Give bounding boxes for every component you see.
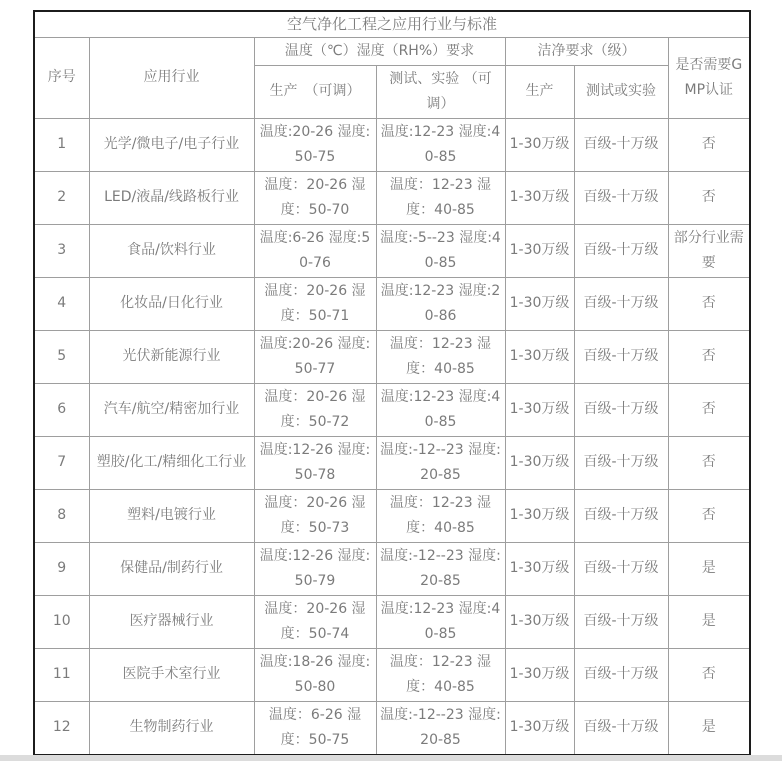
row-number-cell: 8 (34, 489, 89, 542)
production-temp-cell: 温度：20-26 湿度：50-70 (254, 171, 376, 224)
header-clean-production: 生产 (505, 65, 574, 118)
clean-production-cell: 1-30万级 (505, 171, 574, 224)
industry-cell: 医院手术室行业 (89, 648, 254, 701)
production-temp-cell: 温度:12-26 湿度:50-78 (254, 436, 376, 489)
production-temp-cell: 温度:20-26 湿度:50-75 (254, 118, 376, 171)
industry-cell: 医疗器械行业 (89, 595, 254, 648)
header-no: 序号 (34, 37, 89, 118)
clean-test-cell: 百级-十万级 (574, 383, 668, 436)
row-number-cell: 10 (34, 595, 89, 648)
header-production-adjustable: 生产 （可调） (254, 65, 376, 118)
clean-production-cell: 1-30万级 (505, 595, 574, 648)
clean-test-cell: 百级-十万级 (574, 648, 668, 701)
production-temp-cell: 温度：6-26 湿度：50-75 (254, 701, 376, 755)
table-row (34, 701, 750, 755)
header-clean-test: 测试或实验 (574, 65, 668, 118)
clean-test-cell: 百级-十万级 (574, 489, 668, 542)
clean-test-cell: 百级-十万级 (574, 118, 668, 171)
gmp-cell: 否 (668, 171, 750, 224)
industry-cell: 光学/微电子/电子行业 (89, 118, 254, 171)
clean-production-cell: 1-30万级 (505, 701, 574, 755)
row-number-cell: 5 (34, 330, 89, 383)
gmp-cell: 否 (668, 436, 750, 489)
table-title-row (34, 11, 750, 37)
table-row (34, 118, 750, 171)
row-number-cell: 7 (34, 436, 89, 489)
industry-cell: 化妆品/日化行业 (89, 277, 254, 330)
gmp-cell: 否 (668, 330, 750, 383)
production-temp-cell: 温度：20-26 湿度：50-74 (254, 595, 376, 648)
row-number-cell: 1 (34, 118, 89, 171)
table-sheet (33, 10, 751, 756)
industry-cell: 塑料/电镀行业 (89, 489, 254, 542)
gmp-cell: 是 (668, 542, 750, 595)
clean-test-cell: 百级-十万级 (574, 542, 668, 595)
test-temp-cell: 温度:-12--23 湿度:20-85 (376, 701, 505, 755)
test-temp-cell: 温度:12-23 湿度:40-85 (376, 118, 505, 171)
test-temp-cell: 温度：12-23 湿度：40-85 (376, 489, 505, 542)
test-temp-cell: 温度:12-23 湿度:20-86 (376, 277, 505, 330)
industry-cell: 食品/饮料行业 (89, 224, 254, 277)
production-temp-cell: 温度:12-26 湿度:50-79 (254, 542, 376, 595)
gmp-cell: 否 (668, 383, 750, 436)
industry-cell: 保健品/制药行业 (89, 542, 254, 595)
table-row (34, 595, 750, 648)
row-number-cell: 4 (34, 277, 89, 330)
clean-production-cell: 1-30万级 (505, 224, 574, 277)
gmp-cell: 否 (668, 277, 750, 330)
table-row (34, 542, 750, 595)
row-number-cell: 2 (34, 171, 89, 224)
header-clean-group: 洁净要求（级） (505, 37, 668, 65)
clean-production-cell: 1-30万级 (505, 118, 574, 171)
clean-production-cell: 1-30万级 (505, 330, 574, 383)
industry-cell: 塑胶/化工/精细化工行业 (89, 436, 254, 489)
gmp-cell: 是 (668, 595, 750, 648)
clean-test-cell: 百级-十万级 (574, 595, 668, 648)
production-temp-cell: 温度：20-26 湿度：50-73 (254, 489, 376, 542)
row-number-cell: 3 (34, 224, 89, 277)
table-row (34, 489, 750, 542)
production-temp-cell: 温度:6-26 湿度:50-76 (254, 224, 376, 277)
test-temp-cell: 温度：12-23 湿度：40-85 (376, 171, 505, 224)
table-row (34, 648, 750, 701)
production-temp-cell: 温度：20-26 湿度：50-72 (254, 383, 376, 436)
test-temp-cell: 温度:12-23 湿度:40-85 (376, 595, 505, 648)
header-test-adjustable: 测试、实验 （可调） (376, 65, 505, 118)
gmp-cell: 是 (668, 701, 750, 755)
industry-cell: 光伏新能源行业 (89, 330, 254, 383)
clean-test-cell: 百级-十万级 (574, 277, 668, 330)
page-bottom-edge (0, 755, 782, 761)
gmp-cell: 部分行业需要 (668, 224, 750, 277)
test-temp-cell: 温度：12-23 湿度：40-85 (376, 330, 505, 383)
clean-test-cell: 百级-十万级 (574, 436, 668, 489)
clean-production-cell: 1-30万级 (505, 277, 574, 330)
clean-production-cell: 1-30万级 (505, 436, 574, 489)
test-temp-cell: 温度:12-23 湿度:40-85 (376, 383, 505, 436)
clean-production-cell: 1-30万级 (505, 489, 574, 542)
industry-cell: LED/液晶/线路板行业 (89, 171, 254, 224)
table-title: 空气净化工程之应用行业与标准 (34, 11, 750, 37)
clean-test-cell: 百级-十万级 (574, 224, 668, 277)
table-row (34, 171, 750, 224)
test-temp-cell: 温度：12-23 湿度：40-85 (376, 648, 505, 701)
production-temp-cell: 温度:18-26 湿度:50-80 (254, 648, 376, 701)
header-industry: 应用行业 (89, 37, 254, 118)
table-row (34, 436, 750, 489)
industry-cell: 生物制药行业 (89, 701, 254, 755)
gmp-cell: 否 (668, 489, 750, 542)
row-number-cell: 11 (34, 648, 89, 701)
header-gmp: 是否需要GMP认证 (668, 37, 750, 118)
clean-production-cell: 1-30万级 (505, 648, 574, 701)
industry-cell: 汽车/航空/精密加行业 (89, 383, 254, 436)
clean-test-cell: 百级-十万级 (574, 171, 668, 224)
test-temp-cell: 温度:-5--23 湿度:40-85 (376, 224, 505, 277)
table-row (34, 330, 750, 383)
row-number-cell: 6 (34, 383, 89, 436)
clean-test-cell: 百级-十万级 (574, 701, 668, 755)
gmp-cell: 否 (668, 118, 750, 171)
header-group-row (34, 37, 750, 65)
table-row (34, 224, 750, 277)
clean-production-cell: 1-30万级 (505, 542, 574, 595)
gmp-cell: 否 (668, 648, 750, 701)
row-number-cell: 12 (34, 701, 89, 755)
production-temp-cell: 温度:20-26 湿度:50-77 (254, 330, 376, 383)
air-purification-standards-table (33, 10, 751, 756)
test-temp-cell: 温度:-12--23 湿度:20-85 (376, 436, 505, 489)
row-number-cell: 9 (34, 542, 89, 595)
table-row (34, 277, 750, 330)
test-temp-cell: 温度:-12--23 湿度:20-85 (376, 542, 505, 595)
clean-test-cell: 百级-十万级 (574, 330, 668, 383)
production-temp-cell: 温度：20-26 湿度：50-71 (254, 277, 376, 330)
clean-production-cell: 1-30万级 (505, 383, 574, 436)
table-row (34, 383, 750, 436)
header-temp-humidity-group: 温度（℃）湿度（RH%）要求 (254, 37, 505, 65)
